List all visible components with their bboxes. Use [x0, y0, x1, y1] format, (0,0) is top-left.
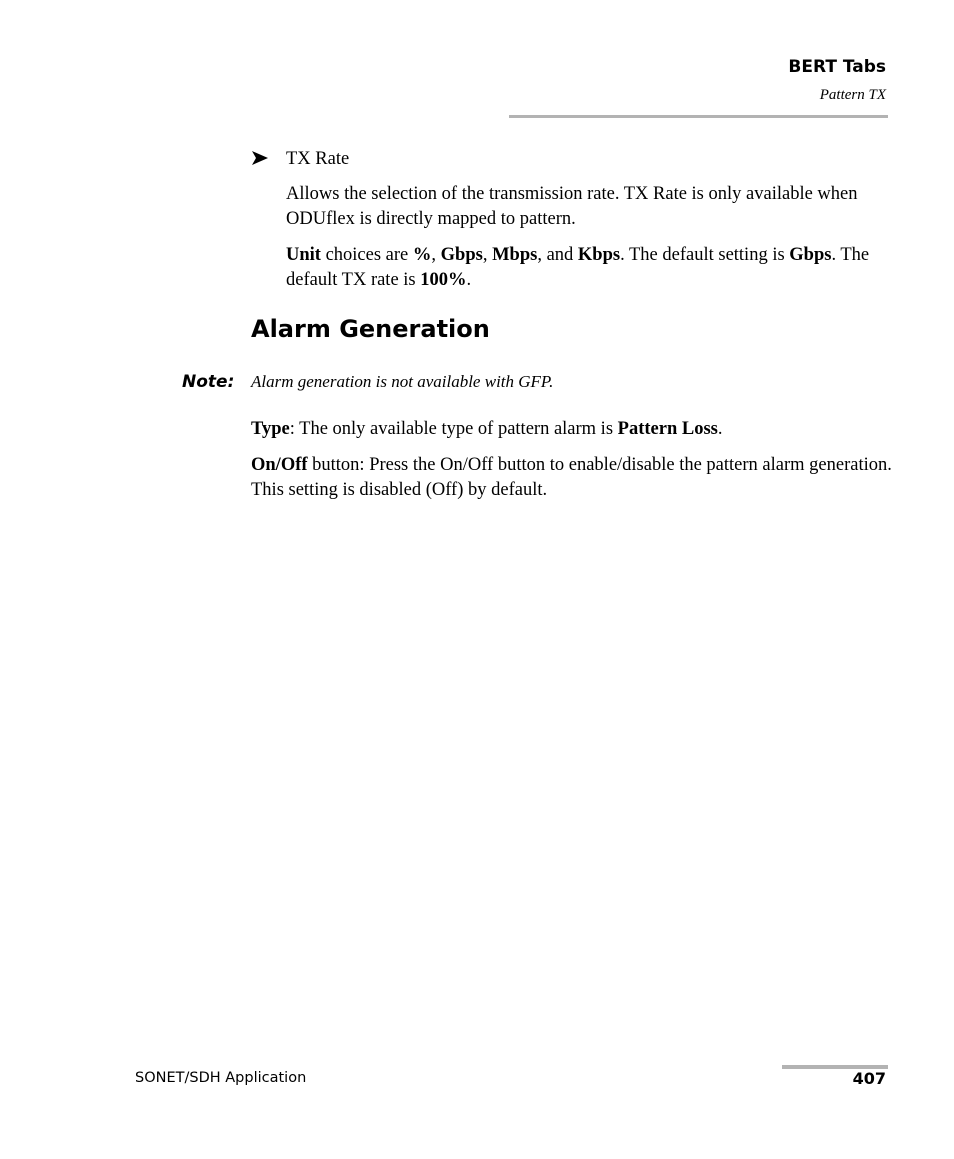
running-header-subtitle: Pattern TX: [819, 87, 886, 103]
header-divider: [509, 115, 888, 118]
type-term: Type: [251, 419, 290, 439]
page-number: 407: [852, 1069, 886, 1088]
unit-option-mbps: Mbps: [492, 245, 538, 265]
type-value: Pattern Loss: [617, 419, 718, 439]
unit-paragraph: Unit choices are %, Gbps, Mbps, and Kbps. The default setting is Gbps. The default TX rate is 100%.: [286, 245, 870, 290]
tx-rate-description: Allows the selection of the transmission rate. TX Rate is only available when ODUflex is directly mapped to pattern.: [286, 184, 858, 229]
unit-term: Unit: [286, 245, 321, 265]
note-text: Alarm generation is not available with GFP.: [251, 372, 554, 391]
bullet-label-tx-rate: TX Rate: [286, 149, 350, 169]
type-paragraph: Type: The only available type of pattern alarm is Pattern Loss.: [251, 419, 723, 439]
note-label: Note:: [182, 372, 235, 392]
section-title-alarm-generation: Alarm Generation: [251, 315, 490, 343]
unit-option-percent: %: [412, 245, 432, 265]
unit-option-gbps: Gbps: [440, 245, 483, 265]
onoff-paragraph: On/Off button: Press the On/Off button to enable/disable the pattern alarm generation. This setting is disabled (Off) by default.: [251, 455, 892, 500]
unit-option-kbps: Kbps: [577, 245, 621, 265]
footer-doc-title: SONET/SDH Application: [135, 1070, 307, 1086]
default-unit: Gbps: [789, 245, 832, 265]
onoff-term: On/Off: [251, 455, 308, 475]
arrow-bullet-icon: [251, 150, 269, 172]
running-header-title: BERT Tabs: [788, 57, 886, 77]
default-rate: 100%: [420, 270, 467, 290]
